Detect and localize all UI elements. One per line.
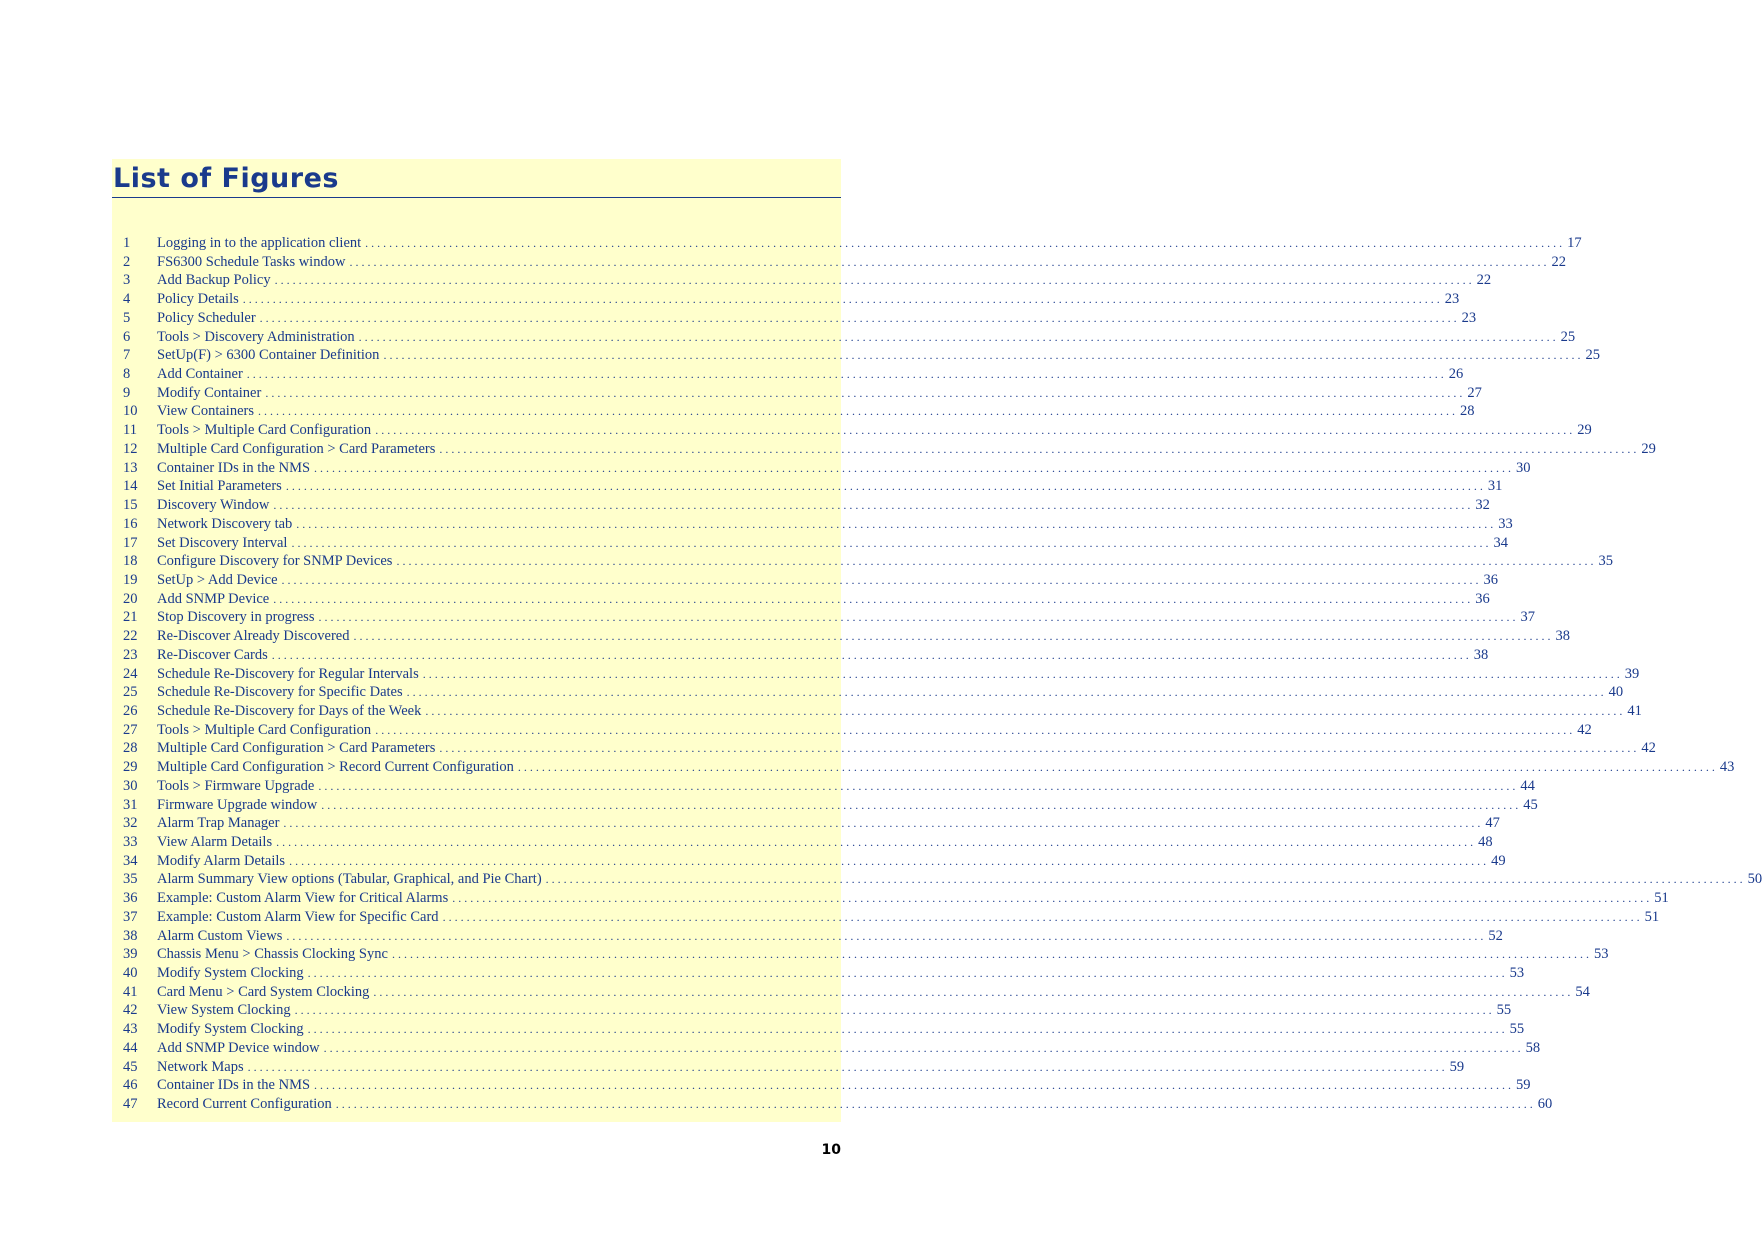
leader-dots: ........................................................................................................................................................................................................ <box>318 778 1519 793</box>
figure-title[interactable]: Tools > Multiple Card Configuration <box>157 721 372 738</box>
leader-dots: ........................................................................................................................................................................................................ <box>353 629 1554 644</box>
figure-entry[interactable] <box>112 721 1592 741</box>
figure-title[interactable]: Re-Discover Already Discovered <box>157 628 350 645</box>
figure-number: 25 <box>123 684 138 701</box>
figure-number: 21 <box>123 609 138 626</box>
figure-page[interactable]: 52 <box>1488 927 1503 944</box>
figure-number: 39 <box>123 946 138 963</box>
figure-title[interactable]: Alarm Custom Views <box>157 927 283 944</box>
figure-page[interactable]: 17 <box>1567 235 1582 251</box>
leader-dots: ........................................................................................................................................................................................................ <box>335 1097 1536 1112</box>
figure-number: 7 <box>123 347 131 364</box>
leader-dots: ........................................................................................................................................................................................................ <box>375 423 1576 438</box>
figure-number: 35 <box>123 871 138 888</box>
leader-dots: ........................................................................................................................................................................................................ <box>273 591 1474 606</box>
figure-title[interactable]: Re-Discover Cards <box>157 646 268 663</box>
figure-number: 46 <box>123 1077 138 1094</box>
figure-page[interactable]: 27 <box>1467 384 1482 401</box>
figure-entry[interactable] <box>112 609 1535 628</box>
leader-dots: ........................................................................................................................................................................................................ <box>291 535 1492 550</box>
figure-number: 15 <box>123 497 138 514</box>
figure-entry[interactable] <box>112 384 1482 404</box>
figure-title[interactable]: Add SNMP Device <box>157 590 270 607</box>
figure-number: 30 <box>123 777 138 794</box>
figure-number: 22 <box>123 628 138 645</box>
figure-entry[interactable] <box>112 628 1570 647</box>
figure-title[interactable]: Network Maps <box>157 1058 244 1075</box>
leader-dots: ........................................................................................................................................................................................................ <box>242 292 1443 307</box>
figure-entry[interactable] <box>112 983 1590 1003</box>
figure-page[interactable]: 34 <box>1493 534 1508 551</box>
figure-page[interactable]: 22 <box>1551 253 1566 270</box>
leader-dots: ........................................................................................................................................................................................................ <box>545 872 1746 887</box>
figure-title[interactable]: Logging in to the application client <box>157 235 362 251</box>
figure-entry[interactable] <box>112 253 1566 273</box>
leader-dots: ........................................................................................................................................................................................................ <box>358 329 1559 344</box>
figure-page[interactable]: 47 <box>1485 815 1500 832</box>
figure-page[interactable]: 55 <box>1509 1021 1525 1038</box>
figure-entry[interactable] <box>112 1077 1531 1096</box>
figure-page[interactable]: 42 <box>1577 721 1592 738</box>
figure-number: 27 <box>123 721 138 738</box>
figure-number: 6 <box>123 328 131 345</box>
figure-page[interactable]: 50 <box>1747 871 1762 888</box>
figure-page[interactable]: 49 <box>1491 852 1506 869</box>
figure-page[interactable]: 33 <box>1498 515 1513 532</box>
figure-entry[interactable] <box>112 1039 1541 1059</box>
figure-title[interactable]: Schedule Re-Discovery for Regular Intervals <box>157 665 419 682</box>
figure-number: 1 <box>123 235 131 251</box>
figure-entry[interactable] <box>112 534 1508 554</box>
leader-dots: ........................................................................................................................................................................................................ <box>375 722 1576 737</box>
figure-entry[interactable] <box>112 235 1582 254</box>
figure-entry[interactable] <box>112 403 1475 422</box>
figure-number: 34 <box>123 852 138 869</box>
figure-page[interactable]: 58 <box>1525 1039 1541 1056</box>
figure-title[interactable]: Policy Details <box>157 291 239 308</box>
leader-dots: ........................................................................................................................................................................................................ <box>321 797 1522 812</box>
figure-number: 17 <box>123 534 138 551</box>
figure-page[interactable]: 32 <box>1475 497 1490 514</box>
leader-dots: ........................................................................................................................................................................................................ <box>318 610 1519 625</box>
figure-title[interactable]: Card Menu > Card System Clocking <box>157 983 370 1000</box>
figure-title[interactable]: View Containers <box>157 403 254 420</box>
leader-dots: ........................................................................................................................................................................................................ <box>276 835 1477 849</box>
figure-page[interactable]: 28 <box>1459 403 1475 420</box>
figure-entry[interactable] <box>112 497 1490 516</box>
figure-page[interactable]: 36 <box>1483 571 1499 588</box>
figure-number: 14 <box>123 478 138 495</box>
figure-title[interactable]: Add Container <box>157 366 243 383</box>
figure-entry[interactable] <box>112 272 1492 291</box>
figure-number: 26 <box>123 702 138 719</box>
figure-entry[interactable] <box>112 890 1669 909</box>
figure-entry[interactable] <box>112 871 1762 890</box>
leader-dots: ........................................................................................................................................................................................................ <box>274 273 1475 288</box>
figure-page[interactable]: 29 <box>1577 422 1592 439</box>
leader-dots: ........................................................................................................................................................................................................ <box>289 853 1490 868</box>
figure-entry[interactable] <box>112 646 1489 666</box>
leader-dots: ........................................................................................................................................................................................................ <box>246 367 1447 382</box>
leader-dots: ........................................................................................................................................................................................................ <box>323 1040 1524 1055</box>
leader-dots: ........................................................................................................................................................................................................ <box>517 760 1718 775</box>
figure-entry[interactable] <box>112 852 1506 872</box>
figure-entry[interactable] <box>112 347 1600 366</box>
figure-number: 47 <box>123 1096 138 1113</box>
figure-page[interactable]: 59 <box>1516 1077 1531 1094</box>
figure-entry[interactable] <box>112 777 1535 797</box>
figure-number: 2 <box>123 253 131 270</box>
figure-number: 32 <box>123 815 138 832</box>
figure-entry[interactable] <box>112 946 1609 965</box>
figure-entry[interactable] <box>112 515 1513 535</box>
figure-number: 13 <box>123 459 138 476</box>
figure-entry[interactable] <box>112 366 1464 385</box>
figure-entry[interactable] <box>112 759 1735 778</box>
figure-page[interactable]: 45 <box>1523 796 1538 813</box>
figure-page[interactable]: 26 <box>1448 366 1464 383</box>
leader-dots: ........................................................................................................................................................................................................ <box>294 1003 1495 1018</box>
figure-page[interactable]: 43 <box>1719 759 1735 776</box>
figure-entry[interactable] <box>112 908 1660 928</box>
figure-title[interactable]: View Alarm Details <box>157 834 273 850</box>
leader-dots: ........................................................................................................................................................................................................ <box>265 385 1466 400</box>
figure-title[interactable]: Alarm Trap Manager <box>157 815 280 832</box>
figure-page[interactable]: 53 <box>1593 946 1609 963</box>
figure-title[interactable]: Modify Container <box>157 384 262 401</box>
figure-title[interactable]: Multiple Card Configuration > Card Parameters <box>157 440 436 457</box>
leader-dots: ........................................................................................................................................................................................................ <box>425 703 1626 718</box>
figure-page[interactable]: 38 <box>1555 628 1570 645</box>
figure-title[interactable]: Discovery Window <box>157 497 270 514</box>
leader-dots: ........................................................................................................................................................................................................ <box>247 1059 1448 1074</box>
leader-dots: ........................................................................................................................................................................................................ <box>314 1078 1515 1093</box>
figure-title[interactable]: SetUp > Add Device <box>157 571 278 588</box>
figure-title[interactable]: Policy Scheduler <box>157 309 256 326</box>
figure-page[interactable]: 25 <box>1560 328 1576 345</box>
figure-title[interactable]: Container IDs in the NMS <box>157 1077 311 1094</box>
figure-page[interactable]: 59 <box>1449 1058 1465 1075</box>
leader-dots: ........................................................................................................................................................................................................ <box>281 572 1482 587</box>
figure-entry[interactable] <box>112 1021 1525 1040</box>
leader-dots: ........................................................................................................................................................................................................ <box>307 1022 1508 1037</box>
figure-entry[interactable] <box>112 665 1640 685</box>
figure-title[interactable]: Add Backup Policy <box>157 272 271 289</box>
figure-entry[interactable] <box>112 440 1656 460</box>
figure-number: 29 <box>123 759 138 776</box>
figure-entry[interactable] <box>112 927 1503 947</box>
leader-dots: ........................................................................................................................................................................................................ <box>439 441 1640 456</box>
figure-entry[interactable] <box>112 796 1538 816</box>
figure-entry[interactable] <box>112 684 1624 703</box>
figure-number: 36 <box>123 890 138 907</box>
figure-number: 40 <box>123 965 138 982</box>
leader-dots: ........................................................................................................................................................................................................ <box>296 516 1497 531</box>
figure-title[interactable]: Schedule Re-Discovery for Days of the Week <box>157 702 422 719</box>
figure-title[interactable]: Record Current Configuration <box>157 1096 332 1113</box>
figure-title[interactable]: Example: Custom Alarm View for Critical Alarms <box>157 890 449 907</box>
figure-number: 42 <box>123 1002 138 1019</box>
figure-entry[interactable] <box>112 1002 1512 1021</box>
figure-number: 19 <box>123 571 138 588</box>
leader-dots: ........................................................................................................................................................................................................ <box>365 236 1566 250</box>
leader-dots: ........................................................................................................................................................................................................ <box>383 348 1584 363</box>
figures-list <box>112 235 1762 1115</box>
figure-title[interactable]: Network Discovery tab <box>157 515 293 532</box>
figure-page[interactable]: 23 <box>1444 291 1460 308</box>
figure-page[interactable]: 30 <box>1516 459 1531 476</box>
figure-page[interactable]: 37 <box>1520 609 1535 626</box>
leader-dots: ........................................................................................................................................................................................................ <box>349 254 1550 269</box>
figure-page[interactable]: 48 <box>1478 834 1493 850</box>
figure-page[interactable]: 29 <box>1641 440 1656 457</box>
heading-bar <box>112 159 841 198</box>
figure-title[interactable]: Container IDs in the NMS <box>157 459 311 476</box>
leader-dots: ........................................................................................................................................................................................................ <box>259 310 1460 325</box>
figure-number: 12 <box>123 440 138 457</box>
leader-dots: ........................................................................................................................................................................................................ <box>273 498 1474 513</box>
figure-entry[interactable] <box>112 459 1531 479</box>
figure-page[interactable]: 31 <box>1487 478 1503 495</box>
figure-entry[interactable] <box>112 590 1490 610</box>
figure-title[interactable]: Configure Discovery for SNMP Devices <box>157 553 393 570</box>
figure-number: 8 <box>123 366 131 383</box>
leader-dots: ........................................................................................................................................................................................................ <box>257 404 1458 419</box>
figure-page[interactable]: 44 <box>1520 777 1535 794</box>
figure-title[interactable]: Modify System Clocking <box>157 1021 304 1038</box>
figure-title[interactable]: Modify System Clocking <box>157 965 304 982</box>
figure-number: 44 <box>123 1039 138 1056</box>
figure-title[interactable]: Stop Discovery in progress <box>157 609 315 626</box>
figure-title[interactable]: Set Discovery Interval <box>157 534 288 551</box>
figure-number: 45 <box>123 1058 138 1075</box>
figure-entry[interactable] <box>112 1058 1465 1078</box>
leader-dots: ........................................................................................................................................................................................................ <box>307 966 1508 981</box>
figure-title[interactable]: Set Initial Parameters <box>157 478 282 495</box>
figure-title[interactable]: Tools > Firmware Upgrade <box>157 777 315 794</box>
leader-dots: ........................................................................................................................................................................................................ <box>422 666 1623 681</box>
figure-number: 16 <box>123 515 138 532</box>
figure-page[interactable]: 55 <box>1496 1002 1512 1019</box>
figure-number: 43 <box>123 1021 138 1038</box>
leader-dots: ........................................................................................................................................................................................................ <box>285 479 1486 494</box>
leader-dots: ........................................................................................................................................................................................................ <box>439 741 1640 756</box>
figure-entry[interactable] <box>112 1096 1553 1115</box>
figure-entry[interactable] <box>112 328 1576 348</box>
figure-entry[interactable] <box>112 815 1500 834</box>
figure-entry[interactable] <box>112 834 1493 853</box>
figure-page[interactable]: 40 <box>1608 684 1624 701</box>
figure-number: 31 <box>123 796 138 813</box>
leader-dots: ........................................................................................................................................................................................................ <box>373 984 1574 999</box>
figure-number: 9 <box>123 384 131 401</box>
figure-page[interactable]: 23 <box>1461 309 1477 326</box>
figure-page[interactable]: 53 <box>1509 965 1525 982</box>
figure-title[interactable]: Add SNMP Device window <box>157 1039 320 1056</box>
figure-title[interactable]: Firmware Upgrade window <box>157 796 318 813</box>
leader-dots: ........................................................................................................................................................................................................ <box>286 928 1487 943</box>
figure-page[interactable]: 51 <box>1644 908 1660 925</box>
figure-page[interactable]: 25 <box>1585 347 1600 364</box>
figure-title[interactable]: Multiple Card Configuration > Record Current Configuration <box>157 759 514 776</box>
figure-title[interactable]: SetUp(F) > 6300 Container Definition <box>157 347 380 364</box>
leader-dots: ........................................................................................................................................................................................................ <box>271 647 1472 662</box>
figure-number: 37 <box>123 908 138 925</box>
figure-number: 3 <box>123 272 131 289</box>
figure-number: 4 <box>123 291 131 308</box>
figure-title[interactable]: Chassis Menu > Chassis Clocking Sync <box>157 946 388 963</box>
figure-entry[interactable] <box>112 702 1642 722</box>
figure-number: 23 <box>123 646 138 663</box>
figure-number: 28 <box>123 740 138 757</box>
figure-title[interactable]: Multiple Card Configuration > Card Parameters <box>157 740 436 757</box>
leader-dots: ........................................................................................................................................................................................................ <box>406 685 1607 700</box>
leader-dots: ........................................................................................................................................................................................................ <box>452 891 1653 906</box>
figure-entry[interactable] <box>112 965 1525 984</box>
figure-page[interactable]: 51 <box>1654 890 1669 907</box>
figure-number: 10 <box>123 403 138 420</box>
figure-number: 5 <box>123 309 131 326</box>
figure-entry[interactable] <box>112 553 1613 572</box>
figure-number: 18 <box>123 553 138 570</box>
leader-dots: ........................................................................................................................................................................................................ <box>391 947 1592 962</box>
leader-dots: ........................................................................................................................................................................................................ <box>442 909 1643 924</box>
figure-title[interactable]: View System Clocking <box>157 1002 291 1019</box>
figure-entry[interactable] <box>112 478 1503 497</box>
leader-dots: ........................................................................................................................................................................................................ <box>396 554 1597 569</box>
figure-page[interactable]: 60 <box>1537 1096 1553 1113</box>
figure-entry[interactable] <box>112 309 1477 329</box>
figure-number: 24 <box>123 665 138 682</box>
figure-title[interactable]: Example: Custom Alarm View for Specific Card <box>157 908 439 925</box>
leader-dots: ........................................................................................................................................................................................................ <box>314 460 1515 475</box>
figure-title[interactable]: Schedule Re-Discovery for Specific Dates <box>157 684 403 701</box>
figure-title[interactable]: FS6300 Schedule Tasks window <box>157 253 346 270</box>
figure-number: 38 <box>123 927 138 944</box>
figure-page[interactable]: 38 <box>1473 646 1489 663</box>
figure-number: 41 <box>123 983 138 1000</box>
figure-page[interactable]: 41 <box>1627 702 1642 719</box>
figure-page[interactable]: 22 <box>1476 272 1492 289</box>
figure-number: 33 <box>123 834 138 850</box>
figure-title[interactable]: Modify Alarm Details <box>157 852 286 869</box>
figure-page[interactable]: 54 <box>1575 983 1590 1000</box>
figure-page[interactable]: 35 <box>1598 553 1613 570</box>
figure-entry[interactable] <box>112 291 1460 310</box>
figure-entry[interactable] <box>112 422 1592 441</box>
leader-dots: ........................................................................................................................................................................................................ <box>283 816 1484 831</box>
figure-entry[interactable] <box>112 740 1656 759</box>
figure-entry[interactable] <box>112 571 1499 591</box>
figure-page[interactable]: 39 <box>1624 665 1640 682</box>
figure-page[interactable]: 36 <box>1475 590 1490 607</box>
figure-number: 11 <box>123 422 137 439</box>
page-number: 10 <box>821 1142 841 1158</box>
figure-page[interactable]: 42 <box>1641 740 1656 757</box>
figure-number: 20 <box>123 590 138 607</box>
figure-title[interactable]: Tools > Discovery Administration <box>157 328 355 345</box>
page-title: List of Figures <box>113 163 339 194</box>
figure-title[interactable]: Tools > Multiple Card Configuration <box>157 422 372 439</box>
figure-title[interactable]: Alarm Summary View options (Tabular, Graphical, and Pie Chart) <box>157 871 542 888</box>
